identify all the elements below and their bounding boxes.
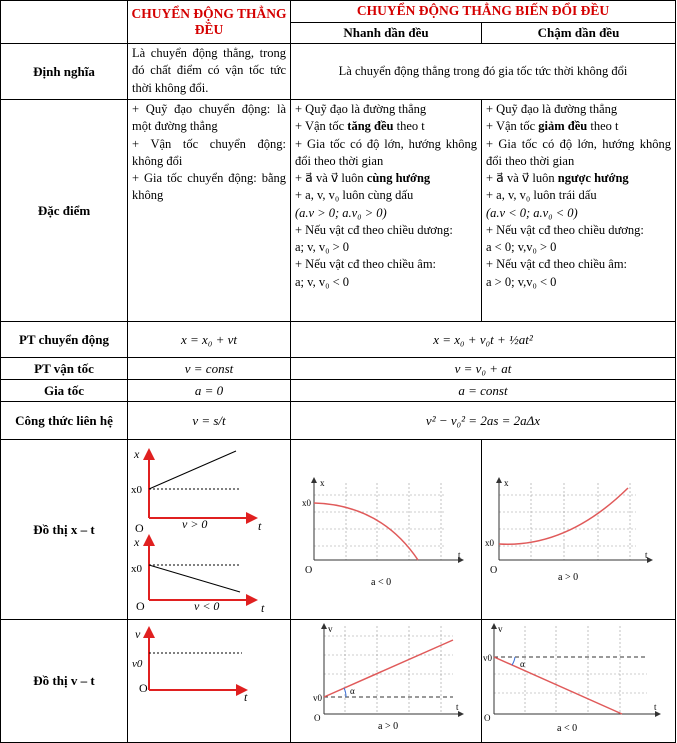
axis-label-t: t xyxy=(244,690,248,705)
xt-decel-cell xyxy=(482,440,676,620)
xt-uniform-cell xyxy=(128,440,291,620)
label-v0: v0 xyxy=(483,653,492,664)
row-label-definition: Định nghĩa xyxy=(1,44,128,100)
caption: a > 0 xyxy=(558,572,579,583)
velocity-eq-uniform: v = const xyxy=(128,358,291,380)
origin-label: O xyxy=(484,713,491,724)
axis-label-y: x xyxy=(504,478,509,488)
feature-line: + Gia tốc có độ lớn, hướng không đổi theo thời gian xyxy=(486,136,671,168)
feature-line: a; v, v₀ < 0 xyxy=(295,274,349,289)
feature-line: + Quỹ đạo là đường thẳng xyxy=(295,102,427,116)
vt-uniform-graph xyxy=(128,620,291,736)
feature-line: + Gia tốc chuyển động: bằng không xyxy=(132,171,286,203)
relation-variable: v² − v₀² = 2as = 2aΔx xyxy=(291,402,676,440)
feature-line: + Nếu vật cđ theo chiều dương: xyxy=(486,222,644,237)
feature-line: (a.v > 0; a.v₀ > 0) xyxy=(295,205,387,220)
features-decel xyxy=(482,100,676,322)
angle-label: α xyxy=(350,686,355,697)
angle-label: α xyxy=(520,659,525,670)
feature-line: + Nếu vật cđ theo chiều dương: xyxy=(295,222,453,237)
features-accel xyxy=(291,100,482,322)
axis-label-y: v xyxy=(498,624,503,635)
axis-label-t: t xyxy=(654,702,657,713)
condition-label: v < 0 xyxy=(194,599,220,613)
origin-label: O xyxy=(135,521,144,535)
label-v0: v0 xyxy=(132,658,143,671)
grid xyxy=(494,626,647,714)
feature-line: + Gia tốc có độ lớn, hướng không đổi theo thời gian xyxy=(295,136,477,168)
relation-uniform: v = s/t xyxy=(128,402,291,440)
row-label-features: Đặc điểm xyxy=(1,100,128,322)
feature-line: + Quỹ đạo chuyển động: là một đường thẳng xyxy=(132,102,286,134)
vt-uniform-cell xyxy=(128,620,291,742)
vt-accel-cell xyxy=(291,620,482,742)
curve xyxy=(314,503,418,560)
grid xyxy=(324,626,453,714)
label-x0: x0 xyxy=(302,498,311,508)
caption: a > 0 xyxy=(378,721,399,733)
axis-label-y: x xyxy=(320,478,325,488)
label-v0: v0 xyxy=(313,693,322,704)
curve xyxy=(499,488,628,544)
axis-label-t: t xyxy=(258,519,262,533)
feature-line: + a, v, v₀ luôn cùng dấu xyxy=(295,188,414,203)
header-accel: Nhanh dần đều xyxy=(291,23,482,44)
vt-accel-graph xyxy=(291,620,482,736)
xt-accel-graph xyxy=(291,440,482,614)
angle-arc xyxy=(512,657,515,665)
axis-label-y: x xyxy=(134,535,140,549)
feature-line: + Quỹ đạo là đường thẳng xyxy=(486,102,618,116)
xt-accel-cell xyxy=(291,440,482,620)
features-uniform xyxy=(128,100,291,322)
feature-line: + Vận tốc chuyển động: không đổi xyxy=(132,136,286,168)
acceleration-uniform: a = 0 xyxy=(128,380,291,402)
axis-label-y: x xyxy=(134,447,140,461)
vt-decel-cell xyxy=(482,620,676,742)
axis-label-y: v xyxy=(328,624,333,635)
feature-line: a > 0; v,v₀ < 0 xyxy=(486,274,557,289)
feature-line: + Nếu vật cđ theo chiều âm: xyxy=(486,257,628,272)
feature-line: a < 0; v,v₀ > 0 xyxy=(486,240,557,254)
feature-line: + a⃗ và v⃗ luôn ngược hướng xyxy=(486,171,629,185)
motion-eq-uniform: x = x₀ + vt xyxy=(128,322,291,358)
axis-label-t: t xyxy=(645,550,648,560)
axis-label-t: t xyxy=(458,550,461,560)
grid xyxy=(499,483,636,560)
vt-decel-graph xyxy=(482,620,676,736)
feature-line: a; v, v₀ > 0 xyxy=(295,240,349,254)
caption: a < 0 xyxy=(557,723,578,735)
row-label-relation: Công thức liên hệ xyxy=(1,402,128,440)
velocity-eq-variable: v = v₀ + at xyxy=(291,358,676,380)
axis-label-y: v xyxy=(135,627,141,642)
xt-decel-graph xyxy=(482,440,676,614)
feature-line: + a, v, v₀ luôn trái dấu xyxy=(486,188,597,203)
row-label-acceleration: Gia tốc xyxy=(1,380,128,402)
label-x0: x0 xyxy=(131,563,142,575)
header-empty xyxy=(1,1,128,44)
header-decel: Chậm dần đều xyxy=(482,23,676,44)
acceleration-variable: a = const xyxy=(291,380,676,402)
row-label-velocity-eq: PT vận tốc xyxy=(1,358,128,380)
row-label-vt-graph: Đồ thị v – t xyxy=(1,620,128,742)
caption: a < 0 xyxy=(371,577,392,588)
feature-line: + Nếu vật cđ theo chiều âm: xyxy=(295,257,437,272)
feature-line: + Vận tốc giảm đều theo t xyxy=(486,119,619,134)
origin-label: O xyxy=(490,565,498,576)
row-label-motion-eq: PT chuyển động xyxy=(1,322,128,358)
row-label-xt-graph: Đồ thị x – t xyxy=(1,440,128,620)
axis-label-t: t xyxy=(456,702,459,713)
velocity-line xyxy=(324,640,453,697)
definition-uniform: Là chuyển động thẳng, trong đó chất điểm có vận tốc tức thời không đổi. xyxy=(128,44,291,100)
label-x0: x0 xyxy=(485,538,494,548)
line-increasing xyxy=(149,451,236,489)
origin-label: O xyxy=(305,565,313,576)
header-uniform: CHUYỂN ĐỘNG THẲNG ĐỀU xyxy=(128,1,291,44)
feature-line: + Vận tốc tăng đều theo t xyxy=(295,119,425,134)
axis-label-t: t xyxy=(261,601,265,614)
origin-label: O xyxy=(136,599,145,613)
origin-label: O xyxy=(314,713,321,724)
header-variable: CHUYỂN ĐỘNG THẲNG BIẾN ĐỔI ĐỀU xyxy=(291,1,676,23)
definition-variable: Là chuyển động thẳng trong đó gia tốc tức thời không đổi xyxy=(291,44,676,100)
line-decreasing xyxy=(149,565,240,592)
origin-label: O xyxy=(139,681,148,696)
condition-label: v > 0 xyxy=(182,517,208,531)
xt-uniform-graphs xyxy=(128,440,291,614)
motion-eq-variable: x = x₀ + v₀t + ½at² xyxy=(291,322,676,358)
feature-line: + a⃗ và v⃗ luôn cùng hướng xyxy=(295,171,431,185)
velocity-line xyxy=(494,657,622,714)
feature-line: (a.v < 0; a.v₀ < 0) xyxy=(486,205,578,220)
label-x0: x0 xyxy=(131,484,142,496)
